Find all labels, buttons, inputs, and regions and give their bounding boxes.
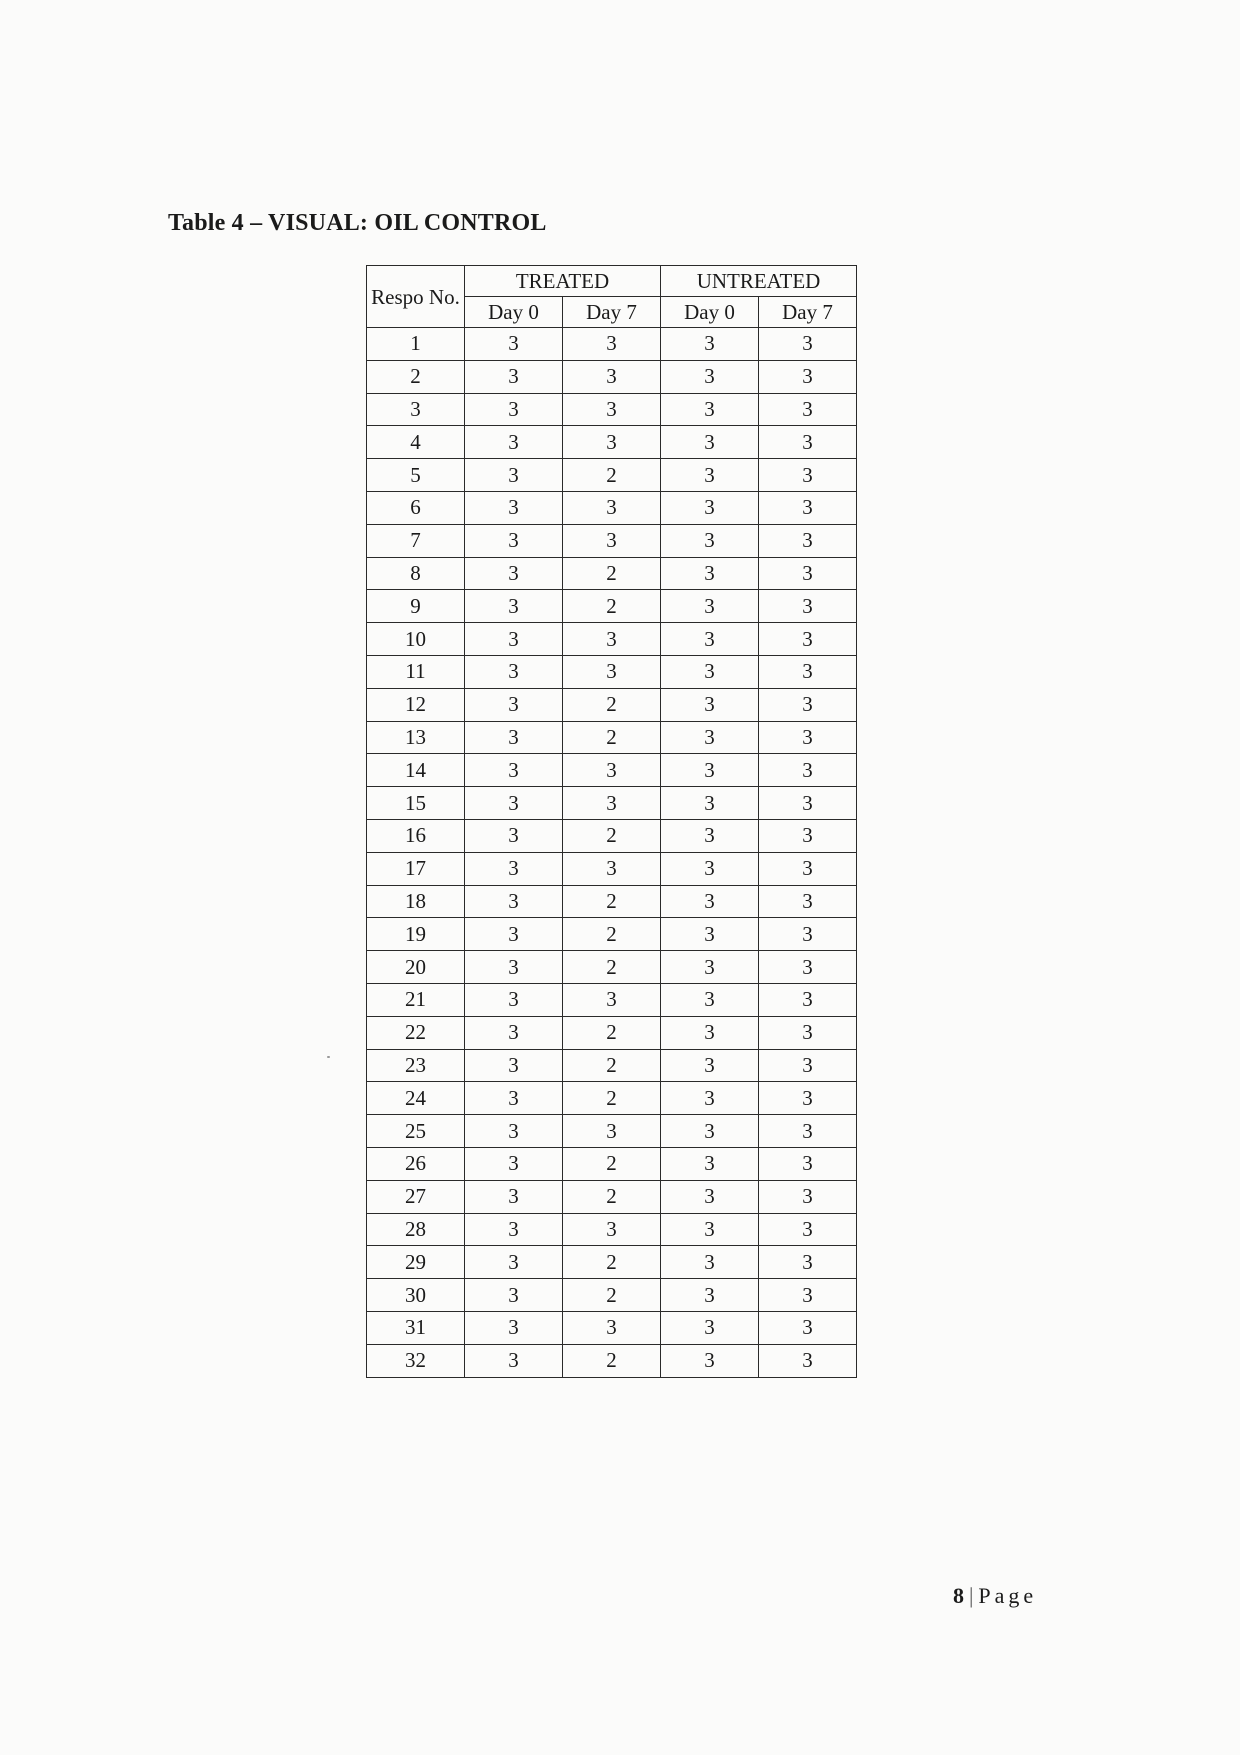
untreated-day0-cell: 3	[661, 1082, 759, 1115]
table-row	[367, 754, 857, 787]
treated-day7-cell: 3	[563, 1115, 661, 1148]
respondent-number-cell: 30	[367, 1279, 465, 1312]
treated-day0-cell: 3	[465, 557, 563, 590]
treated-day7-cell: 2	[563, 1180, 661, 1213]
treated-day0-cell: 3	[465, 590, 563, 623]
untreated-day7-cell: 3	[759, 590, 857, 623]
table-body	[367, 328, 857, 1378]
treated-day7-cell: 2	[563, 721, 661, 754]
treated-day7-cell: 3	[563, 524, 661, 557]
untreated-day7-cell: 3	[759, 787, 857, 820]
table-row	[367, 1082, 857, 1115]
untreated-day0-cell: 3	[661, 590, 759, 623]
untreated-day0-cell: 3	[661, 721, 759, 754]
treated-day7-cell: 2	[563, 1147, 661, 1180]
treated-day7-cell: 3	[563, 787, 661, 820]
untreated-day0-header: Day 0	[661, 297, 759, 328]
table-row	[367, 951, 857, 984]
respondent-number-cell: 19	[367, 918, 465, 951]
treated-day0-cell: 3	[465, 819, 563, 852]
table-header	[367, 266, 857, 328]
respondent-number-cell: 28	[367, 1213, 465, 1246]
treated-day7-cell: 3	[563, 754, 661, 787]
untreated-day0-cell: 3	[661, 1279, 759, 1312]
respondent-number-cell: 15	[367, 787, 465, 820]
page-number: 8	[953, 1583, 965, 1608]
treated-day0-cell: 3	[465, 1246, 563, 1279]
untreated-day0-cell: 3	[661, 1311, 759, 1344]
table-row	[367, 1344, 857, 1377]
untreated-day0-cell: 3	[661, 1344, 759, 1377]
untreated-day7-cell: 3	[759, 951, 857, 984]
respondent-number-cell: 22	[367, 1016, 465, 1049]
treated-day0-cell: 3	[465, 787, 563, 820]
treated-day7-cell: 3	[563, 1311, 661, 1344]
treated-day7-cell: 2	[563, 1279, 661, 1312]
untreated-day7-cell: 3	[759, 459, 857, 492]
treated-day7-cell: 2	[563, 1246, 661, 1279]
respondent-number-cell: 12	[367, 688, 465, 721]
treated-day0-cell: 3	[465, 885, 563, 918]
untreated-day0-cell: 3	[661, 393, 759, 426]
untreated-day7-cell: 3	[759, 426, 857, 459]
respondent-number-cell: 11	[367, 655, 465, 688]
table-row	[367, 787, 857, 820]
respondent-number-cell: 27	[367, 1180, 465, 1213]
treated-group-header: TREATED	[465, 266, 661, 297]
treated-day0-cell: 3	[465, 983, 563, 1016]
untreated-day0-cell: 3	[661, 328, 759, 361]
treated-day7-cell: 3	[563, 328, 661, 361]
treated-day0-cell: 3	[465, 918, 563, 951]
scan-speck	[327, 1056, 330, 1058]
table-row	[367, 426, 857, 459]
respondent-number-cell: 18	[367, 885, 465, 918]
untreated-day0-cell: 3	[661, 1246, 759, 1279]
treated-day0-cell: 3	[465, 951, 563, 984]
table-row	[367, 459, 857, 492]
table-row	[367, 885, 857, 918]
untreated-day7-cell: 3	[759, 1180, 857, 1213]
untreated-day7-cell: 3	[759, 623, 857, 656]
respondent-number-cell: 8	[367, 557, 465, 590]
respondent-number-cell: 3	[367, 393, 465, 426]
table-row	[367, 590, 857, 623]
table-row	[367, 1246, 857, 1279]
table-row	[367, 393, 857, 426]
treated-day0-cell: 3	[465, 1311, 563, 1344]
table-row	[367, 1279, 857, 1312]
untreated-day7-cell: 3	[759, 983, 857, 1016]
table-row	[367, 819, 857, 852]
table-row	[367, 623, 857, 656]
respondent-number-cell: 7	[367, 524, 465, 557]
table-row	[367, 557, 857, 590]
untreated-day0-cell: 3	[661, 951, 759, 984]
treated-day7-cell: 3	[563, 360, 661, 393]
untreated-day7-cell: 3	[759, 688, 857, 721]
treated-day0-cell: 3	[465, 1279, 563, 1312]
untreated-day7-cell: 3	[759, 1115, 857, 1148]
untreated-day7-cell: 3	[759, 557, 857, 590]
treated-day0-cell: 3	[465, 1049, 563, 1082]
treated-day7-header: Day 7	[563, 297, 661, 328]
untreated-day0-cell: 3	[661, 623, 759, 656]
respondent-number-cell: 9	[367, 590, 465, 623]
untreated-day0-cell: 3	[661, 557, 759, 590]
untreated-day7-cell: 3	[759, 491, 857, 524]
treated-day7-cell: 2	[563, 590, 661, 623]
untreated-day7-cell: 3	[759, 1049, 857, 1082]
table-row	[367, 721, 857, 754]
untreated-day0-cell: 3	[661, 918, 759, 951]
treated-day7-cell: 2	[563, 1049, 661, 1082]
untreated-day7-cell: 3	[759, 328, 857, 361]
untreated-day0-cell: 3	[661, 688, 759, 721]
table-row	[367, 1016, 857, 1049]
untreated-day0-cell: 3	[661, 426, 759, 459]
respondent-number-cell: 16	[367, 819, 465, 852]
respondent-number-cell: 26	[367, 1147, 465, 1180]
untreated-day0-cell: 3	[661, 885, 759, 918]
untreated-day0-cell: 3	[661, 655, 759, 688]
treated-day7-cell: 2	[563, 1082, 661, 1115]
page-word: Page	[978, 1583, 1038, 1608]
oil-control-table-container	[366, 265, 856, 1378]
treated-day0-cell: 3	[465, 1082, 563, 1115]
untreated-day0-cell: 3	[661, 787, 759, 820]
treated-day7-cell: 2	[563, 459, 661, 492]
treated-day0-header: Day 0	[465, 297, 563, 328]
treated-day7-cell: 2	[563, 951, 661, 984]
table-row	[367, 1213, 857, 1246]
treated-day0-cell: 3	[465, 1213, 563, 1246]
treated-day7-cell: 3	[563, 426, 661, 459]
table-row	[367, 655, 857, 688]
treated-day0-cell: 3	[465, 328, 563, 361]
respondent-number-cell: 31	[367, 1311, 465, 1344]
respondent-number-cell: 4	[367, 426, 465, 459]
treated-day7-cell: 3	[563, 393, 661, 426]
treated-day0-cell: 3	[465, 623, 563, 656]
untreated-day7-cell: 3	[759, 524, 857, 557]
treated-day0-cell: 3	[465, 655, 563, 688]
untreated-day0-cell: 3	[661, 754, 759, 787]
table-row	[367, 852, 857, 885]
treated-day7-cell: 2	[563, 557, 661, 590]
respondent-number-cell: 2	[367, 360, 465, 393]
untreated-day7-cell: 3	[759, 1016, 857, 1049]
untreated-day7-cell: 3	[759, 1344, 857, 1377]
respondent-number-cell: 10	[367, 623, 465, 656]
respondent-number-cell: 20	[367, 951, 465, 984]
untreated-day0-cell: 3	[661, 852, 759, 885]
untreated-day0-cell: 3	[661, 819, 759, 852]
treated-day7-cell: 3	[563, 983, 661, 1016]
table-row	[367, 1049, 857, 1082]
treated-day7-cell: 3	[563, 852, 661, 885]
respondent-number-cell: 14	[367, 754, 465, 787]
table-row	[367, 1115, 857, 1148]
untreated-day7-cell: 3	[759, 819, 857, 852]
untreated-day0-cell: 3	[661, 459, 759, 492]
respondent-number-cell: 29	[367, 1246, 465, 1279]
treated-day0-cell: 3	[465, 852, 563, 885]
treated-day7-cell: 2	[563, 1344, 661, 1377]
table-row	[367, 360, 857, 393]
treated-day7-cell: 2	[563, 688, 661, 721]
treated-day0-cell: 3	[465, 1147, 563, 1180]
respondent-number-cell: 5	[367, 459, 465, 492]
table-row	[367, 918, 857, 951]
treated-day0-cell: 3	[465, 524, 563, 557]
treated-day0-cell: 3	[465, 721, 563, 754]
treated-day7-cell: 3	[563, 1213, 661, 1246]
respondent-number-cell: 1	[367, 328, 465, 361]
untreated-day0-cell: 3	[661, 1147, 759, 1180]
treated-day7-cell: 3	[563, 655, 661, 688]
page-separator: |	[969, 1583, 975, 1608]
respondent-number-header: Respo No.	[367, 266, 465, 328]
treated-day0-cell: 3	[465, 688, 563, 721]
treated-day0-cell: 3	[465, 426, 563, 459]
treated-day0-cell: 3	[465, 491, 563, 524]
treated-day7-cell: 2	[563, 885, 661, 918]
untreated-day0-cell: 3	[661, 491, 759, 524]
table-row	[367, 1147, 857, 1180]
respondent-number-cell: 6	[367, 491, 465, 524]
untreated-day7-cell: 3	[759, 360, 857, 393]
untreated-day7-cell: 3	[759, 393, 857, 426]
untreated-day7-cell: 3	[759, 1147, 857, 1180]
respondent-number-cell: 23	[367, 1049, 465, 1082]
untreated-day7-cell: 3	[759, 852, 857, 885]
untreated-day7-cell: 3	[759, 1082, 857, 1115]
untreated-day7-cell: 3	[759, 885, 857, 918]
untreated-day0-cell: 3	[661, 1049, 759, 1082]
treated-day7-cell: 2	[563, 1016, 661, 1049]
respondent-number-cell: 32	[367, 1344, 465, 1377]
untreated-day0-cell: 3	[661, 524, 759, 557]
treated-day0-cell: 3	[465, 393, 563, 426]
untreated-day7-cell: 3	[759, 1213, 857, 1246]
treated-day0-cell: 3	[465, 360, 563, 393]
treated-day0-cell: 3	[465, 1115, 563, 1148]
treated-day0-cell: 3	[465, 459, 563, 492]
untreated-day7-cell: 3	[759, 1311, 857, 1344]
untreated-day0-cell: 3	[661, 1016, 759, 1049]
treated-day0-cell: 3	[465, 1180, 563, 1213]
untreated-day0-cell: 3	[661, 1115, 759, 1148]
table-row	[367, 491, 857, 524]
treated-day0-cell: 3	[465, 1344, 563, 1377]
table-row	[367, 328, 857, 361]
untreated-day0-cell: 3	[661, 360, 759, 393]
untreated-day7-cell: 3	[759, 754, 857, 787]
untreated-day0-cell: 3	[661, 983, 759, 1016]
untreated-day0-cell: 3	[661, 1213, 759, 1246]
untreated-group-header: UNTREATED	[661, 266, 857, 297]
untreated-day7-cell: 3	[759, 918, 857, 951]
respondent-number-cell: 24	[367, 1082, 465, 1115]
untreated-day7-cell: 3	[759, 1279, 857, 1312]
table-caption: Table 4 – VISUAL: OIL CONTROL	[168, 210, 547, 236]
oil-control-table	[366, 265, 857, 1378]
table-row	[367, 524, 857, 557]
untreated-day7-cell: 3	[759, 721, 857, 754]
treated-day7-cell: 3	[563, 623, 661, 656]
treated-day0-cell: 3	[465, 1016, 563, 1049]
treated-day7-cell: 2	[563, 918, 661, 951]
respondent-number-cell: 17	[367, 852, 465, 885]
treated-day7-cell: 3	[563, 491, 661, 524]
table-row	[367, 1311, 857, 1344]
untreated-day0-cell: 3	[661, 1180, 759, 1213]
treated-day0-cell: 3	[465, 754, 563, 787]
untreated-day7-header: Day 7	[759, 297, 857, 328]
table-row	[367, 983, 857, 1016]
table-row	[367, 688, 857, 721]
table-row	[367, 1180, 857, 1213]
page-footer	[953, 1583, 1037, 1609]
respondent-number-cell: 13	[367, 721, 465, 754]
respondent-number-cell: 21	[367, 983, 465, 1016]
untreated-day7-cell: 3	[759, 655, 857, 688]
treated-day7-cell: 2	[563, 819, 661, 852]
respondent-number-cell: 25	[367, 1115, 465, 1148]
untreated-day7-cell: 3	[759, 1246, 857, 1279]
